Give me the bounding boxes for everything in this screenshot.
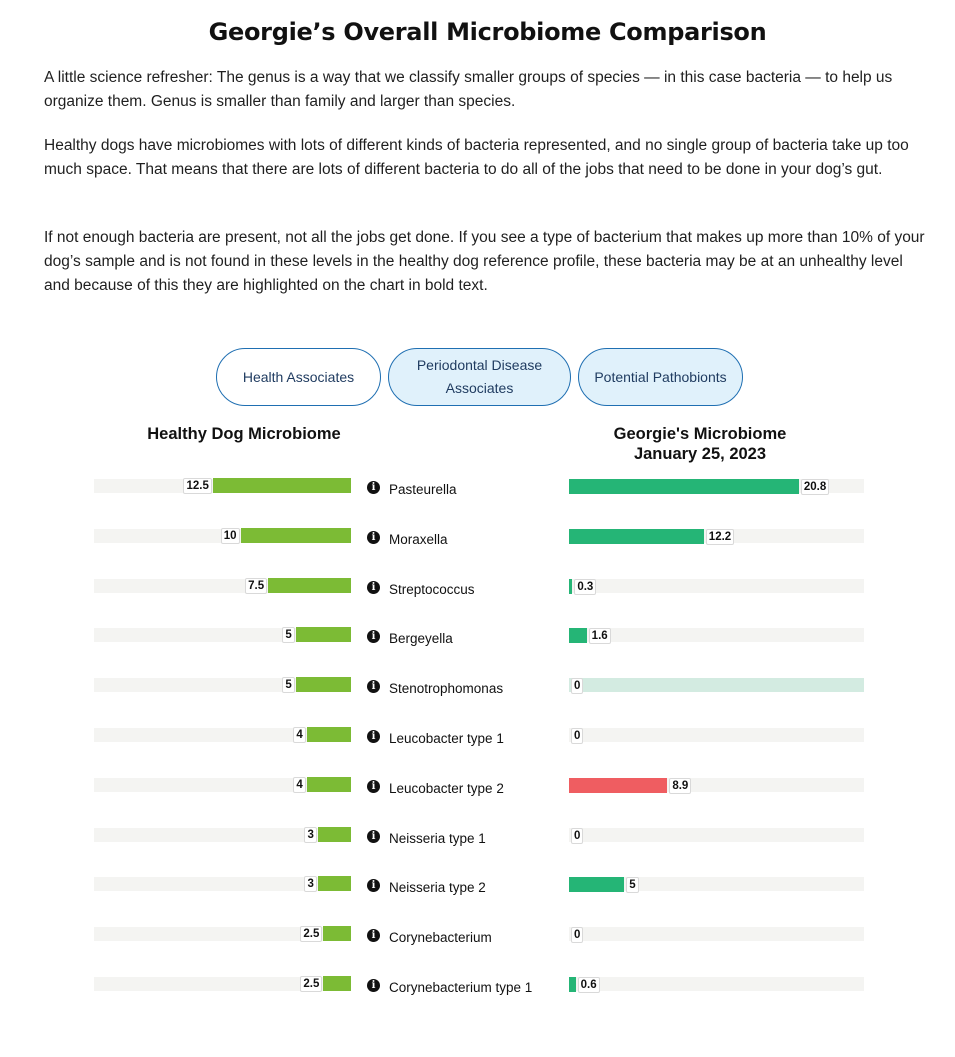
georgie-value-label: 20.8 [801, 479, 829, 495]
info-icon[interactable]: i [367, 730, 380, 743]
georgie-bar-track [569, 828, 864, 842]
georgie-bar [569, 479, 799, 494]
georgie-bar [569, 778, 667, 793]
georgie-value-label: 0 [571, 927, 583, 943]
info-icon[interactable]: i [367, 531, 380, 544]
georgie-bar-track [569, 678, 864, 692]
healthy-bar [296, 677, 351, 692]
genus-label: Neisseria type 1 [389, 831, 486, 846]
healthy-bar [318, 876, 351, 891]
intro-paragraph-2: Healthy dogs have microbiomes with lots of different kinds of bacteria represented, and no single group of bacteria take up too much space. That means that there are lots of different bacteria to do all of the jobs that need to be done in your dog’s gut. [44, 137, 909, 178]
intro-paragraph-1: A little science refresher: The genus is a way that we classify smaller groups of species — in this case bacteria — to help us organize them. Genus is smaller than family and larger than species. [44, 69, 893, 110]
healthy-value-label: 2.5 [300, 976, 322, 992]
healthy-value-label: 3 [304, 876, 316, 892]
info-icon[interactable]: i [367, 830, 380, 843]
healthy-value-label: 3 [304, 827, 316, 843]
info-icon[interactable]: i [367, 680, 380, 693]
georgie-bar-track [569, 728, 864, 742]
georgie-value-label: 12.2 [706, 529, 734, 545]
healthy-value-label: 5 [282, 627, 294, 643]
georgie-chart-date: January 25, 2023 [633, 445, 767, 463]
georgie-value-label: 0 [571, 728, 583, 744]
healthy-value-label: 4 [293, 727, 305, 743]
healthy-value-label: 2.5 [300, 926, 322, 942]
tab-potential-pathobionts[interactable]: Potential Pathobionts [578, 348, 743, 406]
genus-label: Pasteurella [389, 482, 457, 497]
healthy-bar [268, 578, 351, 593]
healthy-value-label: 10 [221, 528, 240, 544]
genus-label: Bergeyella [389, 631, 453, 646]
healthy-value-label: 4 [293, 777, 305, 793]
georgie-chart-title: Georgie's Microbiome [613, 425, 787, 443]
georgie-bar [569, 529, 704, 544]
healthy-bar [213, 478, 351, 493]
georgie-bar-track [569, 628, 864, 642]
georgie-value-label: 8.9 [669, 778, 691, 794]
info-icon[interactable]: i [367, 481, 380, 494]
genus-label: Neisseria type 2 [389, 880, 486, 895]
georgie-value-label: 0.6 [578, 977, 600, 993]
georgie-value-label: 0 [571, 828, 583, 844]
genus-label: Leucobacter type 1 [389, 731, 504, 746]
healthy-bar [318, 827, 351, 842]
info-icon[interactable]: i [367, 879, 380, 892]
healthy-bar [296, 627, 351, 642]
georgie-value-label: 5 [626, 877, 638, 893]
info-icon[interactable]: i [367, 630, 380, 643]
intro-paragraph-3: If not enough bacteria are present, not all the jobs get done. If you see a type of bacterium that makes up more than 10% of your dog’s sample and is not found in these levels in the healthy dog reference profile, these bacteria may be at an unhealthy level and because of this they are highlighted on the chart in bold text. [44, 229, 925, 294]
healthy-bar [307, 777, 351, 792]
tab-health-associates[interactable]: Health Associates [216, 348, 381, 406]
georgie-bar-track [569, 927, 864, 941]
genus-label: Corynebacterium type 1 [389, 980, 533, 995]
georgie-bar [569, 579, 572, 594]
info-icon[interactable]: i [367, 780, 380, 793]
georgie-value-label: 0.3 [574, 579, 596, 595]
genus-label: Corynebacterium [389, 930, 492, 945]
georgie-bar [569, 628, 587, 643]
genus-label: Leucobacter type 2 [389, 781, 504, 796]
georgie-bar-track [569, 977, 864, 991]
healthy-bar [323, 976, 351, 991]
info-icon[interactable]: i [367, 979, 380, 992]
healthy-value-label: 12.5 [183, 478, 211, 494]
healthy-bar [241, 528, 352, 543]
georgie-bar [569, 977, 576, 992]
info-icon[interactable]: i [367, 581, 380, 594]
georgie-value-label: 0 [571, 678, 583, 694]
healthy-value-label: 7.5 [245, 578, 267, 594]
georgie-bar-track [569, 579, 864, 593]
genus-label: Stenotrophomonas [389, 681, 504, 696]
georgie-value-label: 1.6 [589, 628, 611, 644]
genus-label: Moraxella [389, 532, 448, 547]
healthy-bar [307, 727, 351, 742]
healthy-bar [323, 926, 351, 941]
genus-label: Streptococcus [389, 582, 475, 597]
georgie-bar [569, 877, 624, 892]
page-title: Georgie’s Overall Microbiome Comparison [208, 18, 767, 46]
info-icon[interactable]: i [367, 929, 380, 942]
tab-periodontal-disease-associates[interactable]: Periodontal Disease Associates [388, 348, 571, 406]
healthy-value-label: 5 [282, 677, 294, 693]
healthy-chart-title: Healthy Dog Microbiome [147, 425, 341, 443]
